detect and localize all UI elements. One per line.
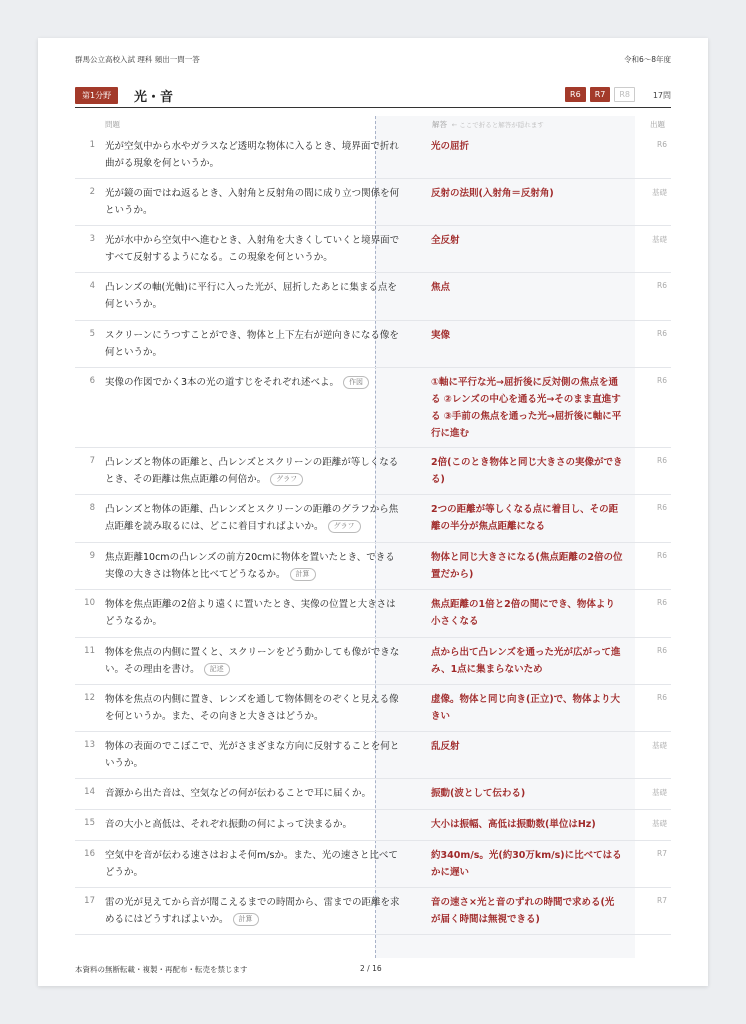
year-badge-r7: R7 — [590, 87, 611, 102]
answer-text: 振動(波として伝わる) — [431, 788, 526, 799]
question-number: 2 — [89, 187, 95, 197]
question-text — [105, 185, 401, 219]
answer-text: 全反射 — [431, 235, 460, 246]
answer-text: 実像 — [431, 330, 451, 341]
question-type-tag: グラフ — [328, 520, 361, 533]
question-body: 光が空気中から水やガラスなど透明な物体に入るとき、境界面で折れ曲がる現象を何というか。 — [105, 141, 399, 169]
page-number: 2 / 16 — [360, 964, 382, 973]
table-row — [75, 179, 671, 226]
table-row — [75, 732, 671, 779]
table-row — [75, 321, 671, 368]
source-label: R6 — [657, 329, 667, 338]
document-page — [38, 38, 708, 986]
question-count: 17問 — [652, 91, 671, 100]
question-text — [105, 279, 401, 313]
table-row — [75, 810, 671, 841]
source-column-label: 出題 — [650, 120, 665, 129]
answer-text: 約340m/s。光(約30万km/s)に比べてはるかに遅い — [431, 850, 622, 878]
answer-text: 大小は振幅、高低は振動数(単位はHz) — [431, 819, 596, 830]
question-number: 17 — [84, 896, 95, 906]
question-number: 8 — [89, 503, 95, 513]
section-title-row — [75, 85, 671, 108]
question-type-tag: グラフ — [270, 473, 303, 486]
question-number: 16 — [84, 849, 95, 859]
table-row — [75, 273, 671, 321]
column-header — [75, 116, 671, 132]
question-text — [105, 454, 401, 488]
question-number: 3 — [89, 234, 95, 244]
table-row — [75, 226, 671, 273]
question-text — [105, 894, 401, 928]
source-label: R7 — [657, 896, 667, 905]
question-body: 物体の表面のでこぼこで、光がさまざまな方向に反射することを何というか。 — [105, 741, 400, 769]
question-body: 凸レンズと物体の距離、凸レンズとスクリーンの距離のグラフから焦点距離を読み取るには、どこに着目すればよいか。 — [105, 504, 399, 532]
question-body: 物体を焦点の内側に置き、レンズを通して物体側をのぞくと見える像を何というか。また、その向きと大きさはどうか。 — [105, 694, 399, 722]
answer-text: 点から出て凸レンズを通った光が広がって進み、1点に集まらないため — [431, 647, 621, 675]
question-body: 実像の作図でかく3本の光の道すじをそれぞれ述べよ。 — [105, 377, 340, 388]
answer-text: 2つの距離が等しくなる点に着目し、その距離の半分が焦点距離になる — [431, 504, 619, 532]
question-type-tag: 作図 — [343, 376, 369, 389]
question-number: 11 — [84, 646, 95, 656]
question-body: 音の大小と高低は、それぞれ振動の何によって決まるか。 — [105, 819, 353, 830]
question-number: 15 — [84, 818, 95, 828]
fold-hint: ← ここで折ると解答が隠れます — [451, 121, 544, 129]
question-column-label: 問題 — [105, 120, 120, 129]
source-label: R6 — [657, 646, 667, 655]
table-row — [75, 448, 671, 495]
answer-text: 2倍(このとき物体と同じ大きさの実像ができる) — [431, 457, 623, 485]
question-body: 物体を焦点の内側に置くと、スクリーンをどう動かしても像ができない。その理由を書け。 — [105, 647, 400, 675]
answer-text: 反射の法則(入射角＝反射角) — [431, 188, 554, 199]
question-text — [105, 596, 401, 630]
question-body: 雷の光が見えてから音が聞こえるまでの時間から、雷までの距離を求めるにはどうすればよいか。 — [105, 897, 400, 925]
question-text — [105, 232, 401, 266]
question-body: 光が鏡の面ではね返るとき、入射角と反射角の間に成り立つ関係を何というか。 — [105, 188, 400, 216]
table-row — [75, 132, 671, 179]
question-body: 物体を焦点距離の2倍より遠くに置いたとき、実像の位置と大きさはどうなるか。 — [105, 599, 396, 627]
table-row — [75, 590, 671, 638]
answer-text: 焦点 — [431, 282, 451, 293]
question-text — [105, 327, 401, 361]
section-title: 光・音 — [134, 90, 174, 105]
year-badge-r8: R8 — [614, 87, 635, 102]
source-label: R6 — [657, 376, 667, 385]
source-label: R6 — [657, 456, 667, 465]
question-text — [105, 374, 401, 391]
source-label: 基礎 — [652, 788, 667, 797]
source-label: R6 — [657, 503, 667, 512]
question-number: 7 — [89, 456, 95, 466]
answer-text: 音の速さ×光と音のずれの時間で求める(光が届く時間は無視できる) — [431, 897, 615, 925]
answer-text: 焦点距離の1倍と2倍の間にでき、物体より小さくなる — [431, 599, 615, 627]
field-badge: 第1分野 — [75, 87, 118, 104]
question-number: 4 — [89, 281, 95, 291]
table-row — [75, 685, 671, 732]
answer-text: 光の屈折 — [431, 141, 470, 152]
header-title: 群馬公立高校入試 理科 頻出一問一答 — [75, 55, 200, 64]
table-row — [75, 368, 671, 448]
question-body: 空気中を音が伝わる速さはおよそ何m/sか。また、光の速さと比べてどうか。 — [105, 850, 398, 878]
source-label: R6 — [657, 551, 667, 560]
question-number: 12 — [84, 693, 95, 703]
footer-copyright: 本資料の無断転載・複製・再配布・転売を禁じます — [75, 965, 248, 974]
answer-text: 物体と同じ大きさになる(焦点距離の2倍の位置だから) — [431, 552, 623, 580]
question-text — [105, 549, 401, 583]
answer-text: 乱反射 — [431, 741, 460, 752]
table-row — [75, 495, 671, 543]
question-text — [105, 785, 401, 802]
answer-column-label — [432, 119, 544, 130]
question-text — [105, 738, 401, 772]
table-row — [75, 841, 671, 888]
question-body: スクリーンにうつすことができ、物体と上下左右が逆向きになる像を何というか。 — [105, 330, 399, 358]
question-text — [105, 691, 401, 725]
question-text — [105, 816, 401, 833]
source-label: R6 — [657, 140, 667, 149]
answer-label: 解答 — [432, 120, 447, 129]
question-text — [105, 644, 401, 678]
header-year-range: 令和6〜8年度 — [623, 55, 671, 64]
table-row — [75, 779, 671, 810]
question-type-tag: 記述 — [204, 663, 230, 676]
source-label: R7 — [657, 849, 667, 858]
table-row — [75, 638, 671, 685]
table-row — [75, 543, 671, 590]
question-body: 焦点距離10cmの凸レンズの前方20cmに物体を置いたとき、できる実像の大きさは物体と比べてどうなるか。 — [105, 552, 395, 580]
answer-text: 虚像。物体と同じ向き(正立)で、物体より大きい — [431, 694, 620, 722]
question-number: 10 — [84, 598, 95, 608]
table-row — [75, 888, 671, 935]
question-text — [105, 138, 401, 172]
source-label: R6 — [657, 281, 667, 290]
question-number: 13 — [84, 740, 95, 750]
question-text — [105, 501, 401, 535]
question-number: 1 — [89, 140, 95, 150]
question-number: 6 — [89, 376, 95, 386]
source-label: 基礎 — [652, 819, 667, 828]
question-type-tag: 計算 — [233, 913, 259, 926]
answer-text: ①軸に平行な光→屈折後に反対側の焦点を通る ②レンズの中心を通る光→そのまま直進する ③手前の焦点を通った光→屈折後に軸に平行に進む — [431, 377, 622, 439]
question-body: 光が水中から空気中へ進むとき、入射角を大きくしていくと境界面ですべて反射するようになる。この現象を何というか。 — [105, 235, 400, 263]
question-number: 14 — [84, 787, 95, 797]
source-label: 基礎 — [652, 741, 667, 750]
question-body: 音源から出た音は、空気などの何が伝わることで耳に届くか。 — [105, 788, 372, 799]
source-label: R6 — [657, 598, 667, 607]
source-label: R6 — [657, 693, 667, 702]
question-body: 凸レンズの軸(光軸)に平行に入った光が、屈折したあとに集まる点を何というか。 — [105, 282, 397, 310]
year-badges — [565, 87, 635, 102]
source-label: 基礎 — [652, 235, 667, 244]
qa-table — [75, 132, 671, 935]
question-text — [105, 847, 401, 881]
question-number: 5 — [89, 329, 95, 339]
year-badge-r6: R6 — [565, 87, 586, 102]
question-body: 凸レンズと物体の距離と、凸レンズとスクリーンの距離が等しくなるとき、その距離は焦点距離の何倍か。 — [105, 457, 399, 485]
question-type-tag: 計算 — [290, 568, 316, 581]
source-label: 基礎 — [652, 188, 667, 197]
question-number: 9 — [89, 551, 95, 561]
